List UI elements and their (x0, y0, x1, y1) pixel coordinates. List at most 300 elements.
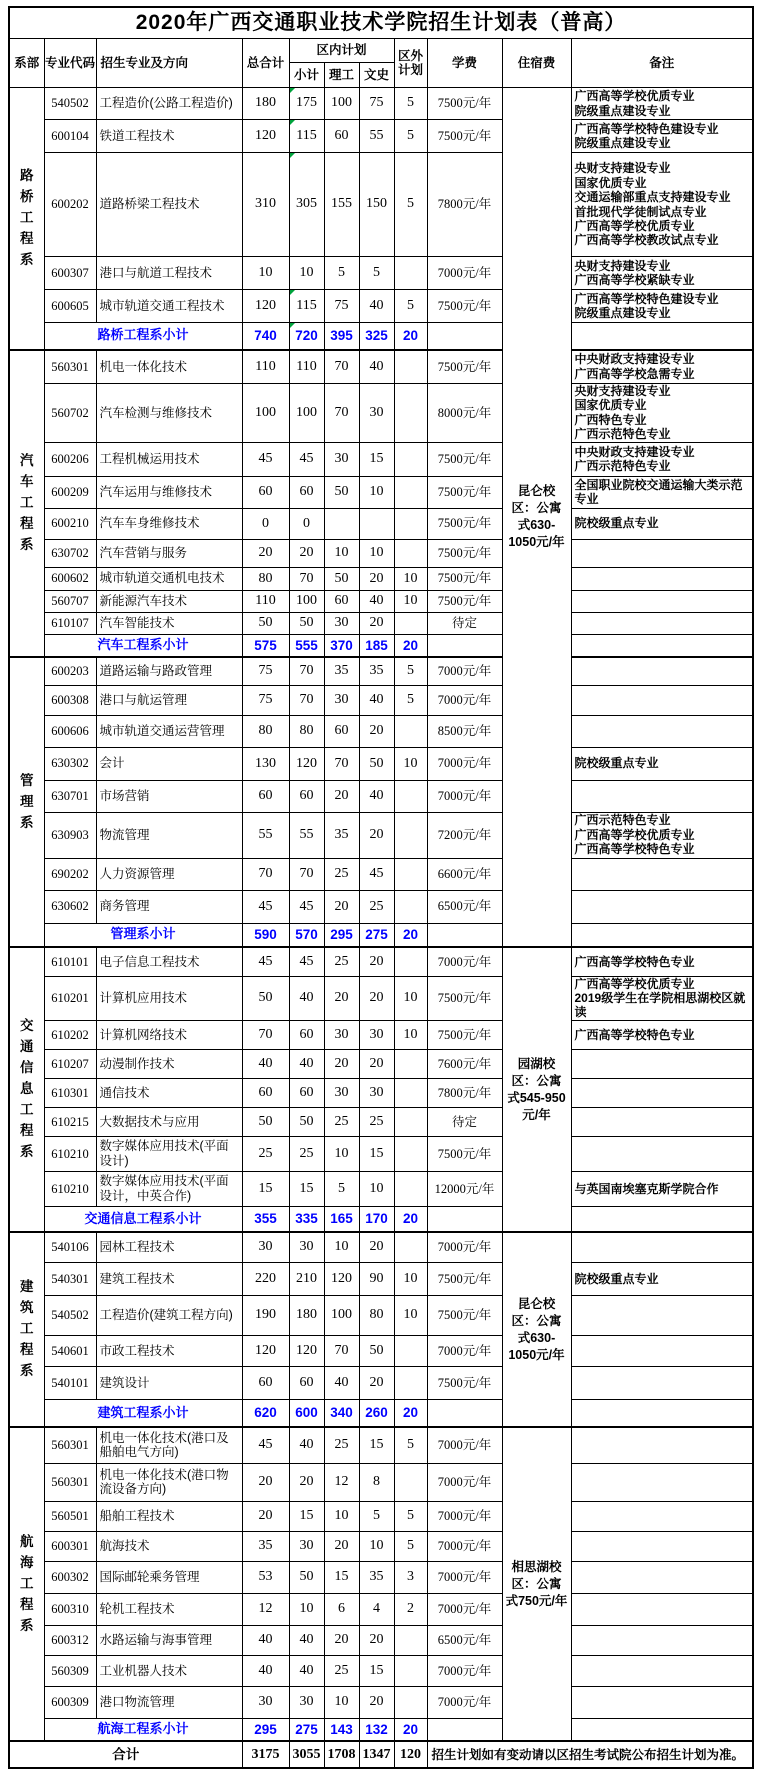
cell-code: 560309 (44, 1655, 96, 1686)
cell-remark (571, 1206, 753, 1232)
cell-total: 740 (242, 323, 289, 350)
cell-outside (394, 1655, 427, 1686)
cell-subtotal: 20 (289, 539, 324, 567)
cell-arts: 20 (359, 976, 394, 1020)
cell-subtotal: 30 (289, 1232, 324, 1262)
cell-total: 80 (242, 567, 289, 590)
cell-arts: 5 (359, 257, 394, 290)
cell-science: 40 (324, 1366, 359, 1399)
cell-outside: 5 (394, 88, 427, 120)
dept-label: 汽车工程系 (9, 350, 44, 658)
cell-total: 55 (242, 812, 289, 858)
cell-tuition: 8500元/年 (427, 715, 502, 747)
table-row (9, 508, 753, 539)
cell-subtotal: 335 (289, 1206, 324, 1232)
dept-label: 航海工程系 (9, 1427, 44, 1741)
cell-major: 城市轨道交通工程技术 (96, 290, 242, 323)
cell-arts: 75 (359, 88, 394, 120)
cell-remark (571, 1463, 753, 1501)
cell-total: 220 (242, 1262, 289, 1295)
cell-subtotal: 60 (289, 1020, 324, 1049)
cell-remark (571, 685, 753, 715)
cell-outside: 2 (394, 1593, 427, 1625)
cell-remark (571, 780, 753, 812)
cell-remark: 央财支持建设专业 国家优质专业 广西特色专业 广西示范特色专业 (571, 384, 753, 443)
cell-remark (571, 1136, 753, 1171)
cell-major: 港口与航道工程技术 (96, 257, 242, 290)
cell-code: 630602 (44, 890, 96, 923)
cell-remark (571, 1561, 753, 1593)
cell-total: 3175 (242, 1741, 289, 1768)
cell-tuition: 7000元/年 (427, 1232, 502, 1262)
table-row (9, 120, 753, 153)
cell-subtotal: 50 (289, 1107, 324, 1136)
table-row (9, 1232, 753, 1262)
cell-tuition: 12000元/年 (427, 1171, 502, 1206)
cell-outside: 10 (394, 976, 427, 1020)
cell-remark (571, 323, 753, 350)
cell-science: 1708 (324, 1741, 359, 1768)
cell-arts: 325 (359, 323, 394, 350)
table-row (9, 257, 753, 290)
cell-science: 120 (324, 1262, 359, 1295)
grand-total-row (9, 1741, 753, 1768)
cell-subtotal: 50 (289, 612, 324, 634)
cell-code: 610207 (44, 1049, 96, 1078)
cell-tuition (427, 923, 502, 947)
cell-science: 20 (324, 1049, 359, 1078)
cell-science: 100 (324, 88, 359, 120)
cell-remark (571, 1593, 753, 1625)
cell-remark (571, 612, 753, 634)
cell-science: 20 (324, 890, 359, 923)
cell-arts: 20 (359, 947, 394, 976)
cell-arts: 55 (359, 120, 394, 153)
cell-major: 汽车车身维修技术 (96, 508, 242, 539)
cell-arts: 20 (359, 812, 394, 858)
cell-tuition (427, 323, 502, 350)
table-row (9, 685, 753, 715)
admissions-table (8, 6, 754, 1769)
cell-subtotal: 305 (289, 153, 324, 257)
cell-major: 机电一体化技术 (96, 350, 242, 384)
cell-tuition: 7500元/年 (427, 120, 502, 153)
cell-subtotal: 100 (289, 384, 324, 443)
cell-total: 35 (242, 1531, 289, 1561)
cell-remark: 院校级重点专业 (571, 508, 753, 539)
cell-code: 610107 (44, 612, 96, 634)
cell-subtotal: 10 (289, 1593, 324, 1625)
cell-science: 395 (324, 323, 359, 350)
cell-total: 110 (242, 590, 289, 612)
cell-code: 600210 (44, 508, 96, 539)
cell-arts: 25 (359, 890, 394, 923)
cell-major: 船舶工程技术 (96, 1501, 242, 1531)
cell-remark (571, 1232, 753, 1262)
green-corner-flag-icon (290, 323, 295, 328)
cell-outside: 5 (394, 1501, 427, 1531)
cell-total: 620 (242, 1399, 289, 1427)
cell-tuition: 7000元/年 (427, 1463, 502, 1501)
cell-outside: 5 (394, 1427, 427, 1463)
cell-arts: 30 (359, 1020, 394, 1049)
table-row (9, 1593, 753, 1625)
cell-subtotal: 600 (289, 1399, 324, 1427)
table-row (9, 290, 753, 323)
cell-arts: 185 (359, 634, 394, 657)
cell-major: 计算机网络技术 (96, 1020, 242, 1049)
cell-code: 600606 (44, 715, 96, 747)
dept-label: 管理系 (9, 657, 44, 947)
cell-science: 165 (324, 1206, 359, 1232)
cell-outside (394, 1078, 427, 1107)
cell-tuition (427, 1399, 502, 1427)
table-row (9, 747, 753, 780)
cell-tuition: 7500元/年 (427, 290, 502, 323)
cell-subtotal: 45 (289, 947, 324, 976)
cell-tuition: 7500元/年 (427, 350, 502, 384)
cell-code: 540106 (44, 1232, 96, 1262)
cell-arts: 35 (359, 1561, 394, 1593)
cell-major: 园林工程技术 (96, 1232, 242, 1262)
cell-science: 20 (324, 1531, 359, 1561)
cell-arts: 35 (359, 657, 394, 685)
cell-arts: 260 (359, 1399, 394, 1427)
cell-tuition: 7500元/年 (427, 1020, 502, 1049)
cell-major: 汽车运用与维修技术 (96, 476, 242, 508)
cell-code: 610301 (44, 1078, 96, 1107)
cell-outside: 5 (394, 1531, 427, 1561)
table-row (9, 1171, 753, 1206)
cell-science: 10 (324, 1686, 359, 1718)
cell-outside: 20 (394, 1718, 427, 1741)
cell-major: 计算机应用技术 (96, 976, 242, 1020)
cell-total: 80 (242, 715, 289, 747)
cell-arts: 30 (359, 1078, 394, 1107)
table-row (9, 657, 753, 685)
table-body (9, 88, 753, 1769)
cell-outside: 10 (394, 1295, 427, 1335)
table-row (9, 539, 753, 567)
cell-tuition (427, 1206, 502, 1232)
cell-subtotal: 45 (289, 442, 324, 476)
cell-tuition: 7500元/年 (427, 508, 502, 539)
cell-code: 600209 (44, 476, 96, 508)
cell-science: 5 (324, 1171, 359, 1206)
subtotal-label: 建筑工程系小计 (44, 1399, 242, 1427)
cell-subtotal: 25 (289, 1136, 324, 1171)
cell-remark (571, 1531, 753, 1561)
cell-remark (571, 634, 753, 657)
cell-science: 30 (324, 1020, 359, 1049)
cell-total: 70 (242, 1020, 289, 1049)
cell-outside: 5 (394, 290, 427, 323)
cell-major: 轮机工程技术 (96, 1593, 242, 1625)
cell-total: 60 (242, 1078, 289, 1107)
cell-arts: 275 (359, 923, 394, 947)
plan-change-note: 招生计划如有变动请以区招生考试院公布招生计划为准。 (427, 1741, 753, 1768)
cell-tuition: 8000元/年 (427, 384, 502, 443)
subtotal-row (9, 1399, 753, 1427)
cell-science: 100 (324, 1295, 359, 1335)
table-row (9, 1366, 753, 1399)
page-title: 2020年广西交通职业技术学院招生计划表（普高） (9, 7, 753, 39)
green-corner-flag-icon (290, 88, 295, 93)
cell-major: 数字媒体应用技术(平面设计) (96, 1136, 242, 1171)
cell-science: 295 (324, 923, 359, 947)
cell-tuition: 7000元/年 (427, 947, 502, 976)
cell-remark: 广西高等学校特色建设专业 院级重点建设专业 (571, 290, 753, 323)
cell-major: 城市轨道交通运营管理 (96, 715, 242, 747)
grand-total-label: 合计 (9, 1741, 242, 1768)
cell-arts: 15 (359, 442, 394, 476)
cell-total: 30 (242, 1686, 289, 1718)
cell-tuition: 7500元/年 (427, 1366, 502, 1399)
table-row (9, 812, 753, 858)
cell-science: 5 (324, 257, 359, 290)
table-row (9, 442, 753, 476)
cell-tuition: 7800元/年 (427, 1078, 502, 1107)
cell-subtotal: 180 (289, 1295, 324, 1335)
cell-subtotal: 70 (289, 567, 324, 590)
cell-total: 20 (242, 539, 289, 567)
table-row (9, 384, 753, 443)
cell-code: 560301 (44, 1427, 96, 1463)
cell-subtotal: 60 (289, 1078, 324, 1107)
cell-outside (394, 1625, 427, 1655)
cell-major: 建筑设计 (96, 1366, 242, 1399)
cell-remark (571, 567, 753, 590)
cell-outside (394, 442, 427, 476)
cell-science: 155 (324, 153, 359, 257)
cell-arts: 30 (359, 384, 394, 443)
cell-science: 25 (324, 858, 359, 890)
cell-subtotal: 40 (289, 1625, 324, 1655)
cell-major: 市场营销 (96, 780, 242, 812)
cell-arts: 40 (359, 590, 394, 612)
cell-arts: 8 (359, 1463, 394, 1501)
cell-major: 水路运输与海事管理 (96, 1625, 242, 1655)
cell-subtotal: 110 (289, 350, 324, 384)
cell-total: 575 (242, 634, 289, 657)
cell-tuition: 7500元/年 (427, 1136, 502, 1171)
cell-subtotal: 70 (289, 657, 324, 685)
cell-code: 600307 (44, 257, 96, 290)
cell-subtotal: 15 (289, 1501, 324, 1531)
cell-arts: 40 (359, 350, 394, 384)
cell-remark (571, 923, 753, 947)
cell-science: 50 (324, 476, 359, 508)
cell-code: 600104 (44, 120, 96, 153)
cell-total: 355 (242, 1206, 289, 1232)
cell-tuition: 7000元/年 (427, 1501, 502, 1531)
cell-total: 45 (242, 890, 289, 923)
title-row (9, 7, 753, 39)
cell-outside (394, 1686, 427, 1718)
cell-outside (394, 1232, 427, 1262)
col-header-science: 理工 (324, 63, 359, 88)
cell-tuition: 7000元/年 (427, 1531, 502, 1561)
cell-total: 12 (242, 1593, 289, 1625)
cell-tuition: 6500元/年 (427, 1625, 502, 1655)
cell-arts: 40 (359, 685, 394, 715)
cell-major: 航海技术 (96, 1531, 242, 1561)
table-row (9, 350, 753, 384)
cell-total: 60 (242, 476, 289, 508)
cell-science: 20 (324, 780, 359, 812)
cell-code: 610210 (44, 1171, 96, 1206)
cell-outside (394, 384, 427, 443)
cell-major: 城市轨道交通机电技术 (96, 567, 242, 590)
cell-tuition: 7000元/年 (427, 1655, 502, 1686)
cell-science: 30 (324, 442, 359, 476)
cell-code: 560301 (44, 1463, 96, 1501)
cell-major: 港口物流管理 (96, 1686, 242, 1718)
cell-outside (394, 476, 427, 508)
cell-total: 50 (242, 612, 289, 634)
cell-total: 20 (242, 1501, 289, 1531)
cell-tuition: 7000元/年 (427, 1561, 502, 1593)
cell-code: 630701 (44, 780, 96, 812)
cell-tuition: 6600元/年 (427, 858, 502, 890)
cell-subtotal: 100 (289, 590, 324, 612)
cell-total: 40 (242, 1655, 289, 1686)
table-row (9, 947, 753, 976)
cell-arts: 40 (359, 780, 394, 812)
cell-major: 动漫制作技术 (96, 1049, 242, 1078)
cell-major: 工业机器人技术 (96, 1655, 242, 1686)
cell-total: 40 (242, 1049, 289, 1078)
green-corner-flag-icon (290, 120, 295, 125)
cell-code: 600301 (44, 1531, 96, 1561)
cell-science: 15 (324, 1561, 359, 1593)
cell-remark (571, 1078, 753, 1107)
cell-subtotal: 720 (289, 323, 324, 350)
cell-outside: 3 (394, 1561, 427, 1593)
cell-outside (394, 1335, 427, 1366)
cell-subtotal: 15 (289, 1171, 324, 1206)
cell-code: 600202 (44, 153, 96, 257)
cell-remark: 中央财政支持建设专业 广西示范特色专业 (571, 442, 753, 476)
cell-major: 道路运输与路政管理 (96, 657, 242, 685)
cell-tuition: 7000元/年 (427, 257, 502, 290)
cell-remark: 广西高等学校优质专业 院级重点建设专业 (571, 88, 753, 120)
table-row (9, 1078, 753, 1107)
cell-remark: 广西示范特色专业 广西高等学校优质专业 广西高等学校特色专业 (571, 812, 753, 858)
cell-major: 机电一体化技术(港口物流设备方向) (96, 1463, 242, 1501)
cell-outside: 10 (394, 747, 427, 780)
cell-outside (394, 1171, 427, 1206)
cell-code: 600206 (44, 442, 96, 476)
cell-outside: 10 (394, 1262, 427, 1295)
cell-total: 75 (242, 685, 289, 715)
cell-code: 610215 (44, 1107, 96, 1136)
cell-remark (571, 858, 753, 890)
cell-arts: 45 (359, 858, 394, 890)
cell-outside (394, 1366, 427, 1399)
cell-arts: 5 (359, 1501, 394, 1531)
cell-arts: 40 (359, 290, 394, 323)
cell-total: 120 (242, 290, 289, 323)
table-row (9, 1625, 753, 1655)
cell-remark: 中央财政支持建设专业 广西高等学校急需专业 (571, 350, 753, 384)
cell-total: 15 (242, 1171, 289, 1206)
cell-arts: 1347 (359, 1741, 394, 1768)
cell-code: 540601 (44, 1335, 96, 1366)
cell-science: 35 (324, 657, 359, 685)
cell-outside: 10 (394, 1020, 427, 1049)
cell-science: 70 (324, 1335, 359, 1366)
cell-arts: 20 (359, 567, 394, 590)
cell-subtotal: 50 (289, 1561, 324, 1593)
cell-remark: 广西高等学校优质专业 2019级学生在学院相思湖校区就读 (571, 976, 753, 1020)
col-header-sub: 小计 (289, 63, 324, 88)
cell-remark: 广西高等学校特色专业 (571, 947, 753, 976)
cell-outside (394, 715, 427, 747)
subtotal-label: 汽车工程系小计 (44, 634, 242, 657)
cell-remark: 广西高等学校特色建设专业 院级重点建设专业 (571, 120, 753, 153)
lodging-cell: 相思湖校区：公寓式750元/年 (502, 1427, 571, 1741)
cell-outside: 5 (394, 685, 427, 715)
cell-arts (359, 508, 394, 539)
cell-major: 建筑工程技术 (96, 1262, 242, 1295)
table-row (9, 1262, 753, 1295)
cell-outside (394, 1136, 427, 1171)
cell-total: 590 (242, 923, 289, 947)
cell-science: 370 (324, 634, 359, 657)
col-header-major: 招生专业及方向 (96, 39, 242, 88)
cell-major: 国际邮轮乘务管理 (96, 1561, 242, 1593)
cell-tuition (427, 634, 502, 657)
cell-science: 25 (324, 1427, 359, 1463)
cell-science: 70 (324, 384, 359, 443)
cell-science: 75 (324, 290, 359, 323)
cell-subtotal: 10 (289, 257, 324, 290)
subtotal-label: 航海工程系小计 (44, 1718, 242, 1741)
cell-science: 60 (324, 590, 359, 612)
cell-remark (571, 1295, 753, 1335)
col-header-tuition: 学费 (427, 39, 502, 88)
cell-subtotal: 55 (289, 812, 324, 858)
subtotal-row (9, 1206, 753, 1232)
cell-subtotal: 70 (289, 685, 324, 715)
cell-total: 295 (242, 1718, 289, 1741)
dept-label: 路桥工程系 (9, 88, 44, 350)
cell-arts: 132 (359, 1718, 394, 1741)
table-row (9, 1501, 753, 1531)
cell-science: 30 (324, 612, 359, 634)
cell-science: 30 (324, 1078, 359, 1107)
cell-science: 60 (324, 120, 359, 153)
cell-code: 600308 (44, 685, 96, 715)
cell-remark: 院校级重点专业 (571, 1262, 753, 1295)
col-header-lodging: 住宿费 (502, 39, 571, 88)
cell-remark (571, 1686, 753, 1718)
cell-outside: 20 (394, 1399, 427, 1427)
cell-arts: 15 (359, 1655, 394, 1686)
cell-total: 50 (242, 976, 289, 1020)
cell-total: 310 (242, 153, 289, 257)
cell-tuition: 7800元/年 (427, 153, 502, 257)
cell-outside: 20 (394, 1206, 427, 1232)
cell-total: 45 (242, 1427, 289, 1463)
cell-science: 70 (324, 350, 359, 384)
col-header-remark: 备注 (571, 39, 753, 88)
cell-outside: 20 (394, 923, 427, 947)
cell-science: 6 (324, 1593, 359, 1625)
cell-total: 130 (242, 747, 289, 780)
cell-total: 53 (242, 1561, 289, 1593)
